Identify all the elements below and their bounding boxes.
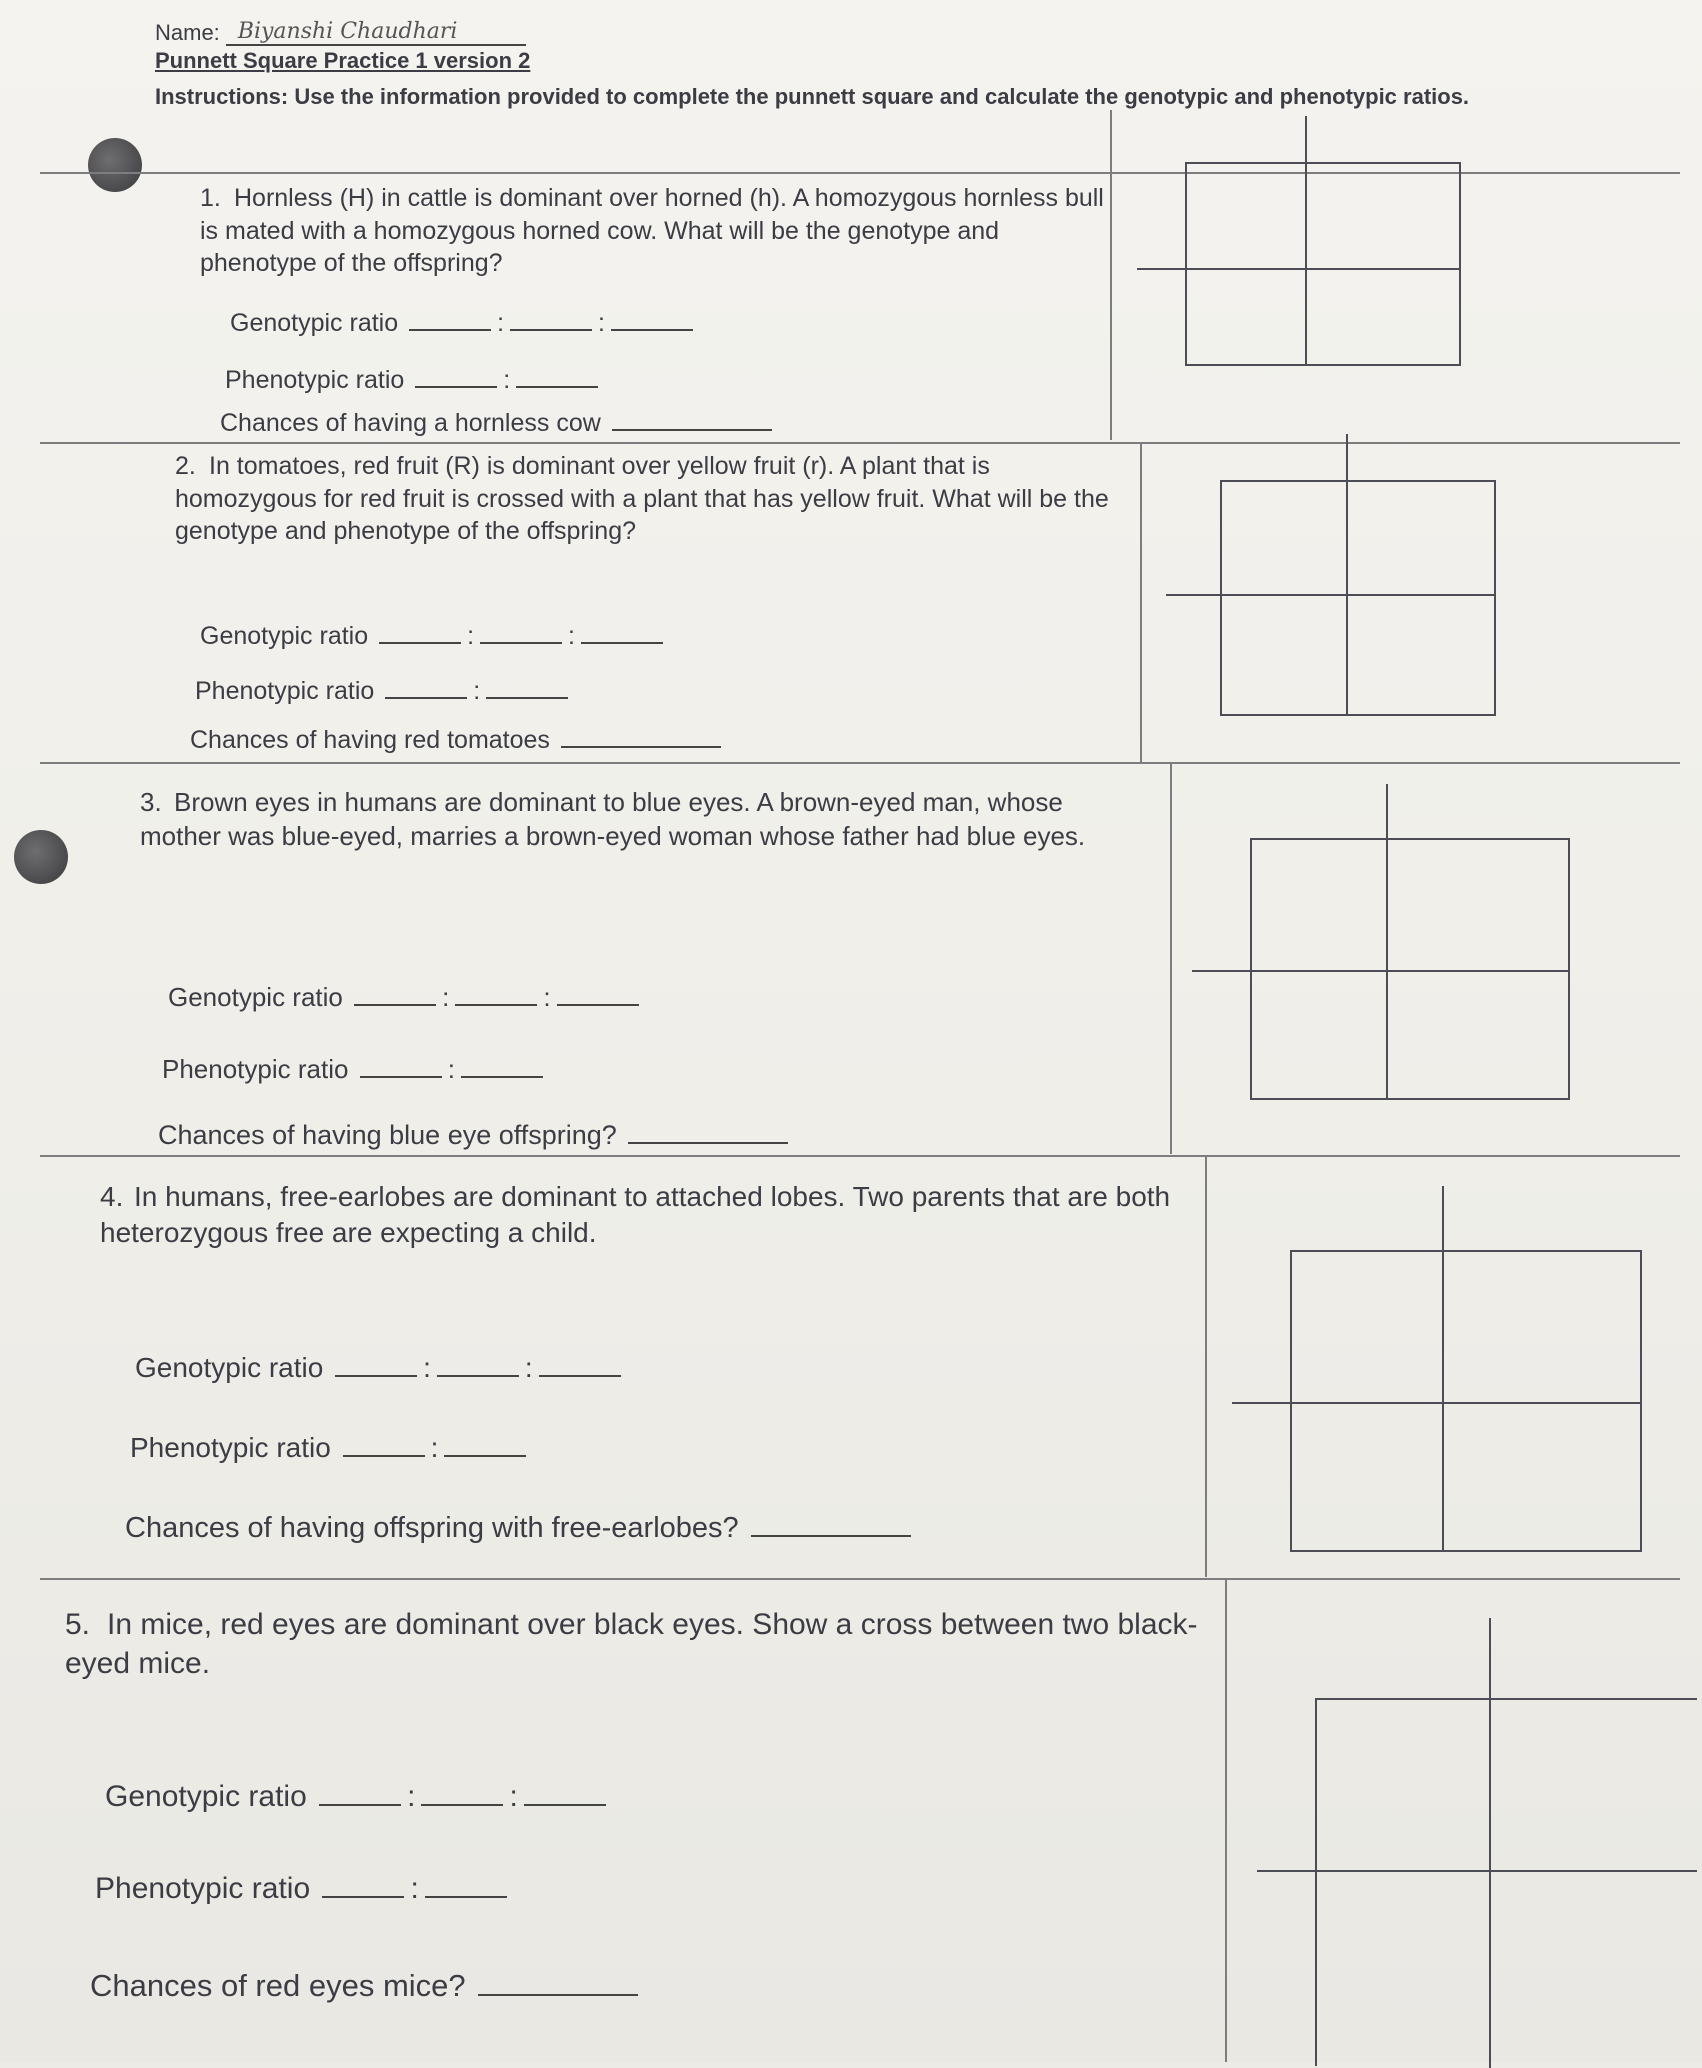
answer-blank[interactable] (379, 642, 461, 644)
phenotypic-ratio-row: Phenotypic ratio : (195, 677, 572, 706)
phenotypic-ratio-row: Phenotypic ratio : (130, 1432, 530, 1464)
answer-blank[interactable] (628, 1142, 788, 1144)
chance-label: Chances of having blue eye offspring? (158, 1120, 617, 1150)
genotypic-label: Genotypic ratio (168, 982, 343, 1012)
chance-label: Chances of red eyes mice? (90, 1968, 466, 2003)
answer-blank[interactable] (444, 1455, 526, 1457)
punnett-vertical-line (1489, 1618, 1491, 2068)
answer-blank[interactable] (461, 1076, 543, 1078)
answer-blank[interactable] (421, 1804, 503, 1806)
chance-row (125, 1512, 915, 1545)
column-divider (1225, 1578, 1227, 2062)
answer-blank[interactable] (524, 1804, 606, 1806)
answer-blank[interactable] (486, 697, 568, 699)
punnett-vertical-line (1386, 784, 1388, 1100)
answer-blank[interactable] (437, 1375, 519, 1377)
question-3-text (140, 786, 1140, 854)
answer-blank[interactable] (611, 329, 693, 331)
name-label: Name: (155, 20, 220, 45)
answer-blank[interactable] (480, 642, 562, 644)
genotypic-ratio-row: Genotypic ratio : : (135, 1352, 625, 1384)
punnett-square-2[interactable] (1220, 480, 1496, 716)
question-2-text (175, 450, 1135, 548)
punnett-square-5[interactable] (1315, 1698, 1697, 2066)
punnett-square-3[interactable] (1250, 838, 1570, 1100)
answer-blank[interactable] (385, 697, 467, 699)
punnett-square-1[interactable] (1185, 162, 1461, 366)
answer-blank[interactable] (343, 1455, 425, 1457)
worksheet-header (155, 18, 1655, 114)
question-1-text (200, 182, 1120, 280)
column-divider (1170, 762, 1172, 1154)
phenotypic-label: Phenotypic ratio (195, 677, 375, 705)
answer-blank[interactable] (581, 642, 663, 644)
phenotypic-label: Phenotypic ratio (162, 1054, 349, 1084)
chance-row (158, 1120, 792, 1151)
punnett-horizontal-line (1257, 1870, 1697, 1872)
answer-blank[interactable] (510, 329, 592, 331)
question-body: Brown eyes in humans are dominant to blue eyes. A brown-eyed man, whose mother was blue-eyed, marries a brown-eyed woman whose father had blue eyes. (140, 787, 1086, 851)
genotypic-ratio-row: Genotypic ratio : : (230, 309, 697, 338)
genotypic-ratio-row: Genotypic ratio : : (105, 1780, 610, 1814)
question-number: 2. (175, 452, 196, 480)
punnett-horizontal-line (1192, 970, 1570, 972)
chance-label: Chances of having red tomatoes (190, 726, 550, 754)
phenotypic-label: Phenotypic ratio (130, 1432, 331, 1463)
question-number: 1. (200, 184, 221, 212)
answer-blank[interactable] (751, 1535, 911, 1537)
genotypic-ratio-row: Genotypic ratio : : (168, 982, 643, 1013)
phenotypic-ratio-row: Phenotypic ratio : (95, 1872, 511, 1906)
punnett-horizontal-line (1232, 1402, 1642, 1404)
genotypic-label: Genotypic ratio (105, 1780, 307, 1813)
chance-row (190, 726, 725, 755)
worksheet-title: Punnett Square Practice 1 version 2 (155, 48, 531, 73)
chance-label: Chances of having a hornless cow (220, 409, 601, 437)
phenotypic-ratio-row: Phenotypic ratio : (225, 366, 602, 395)
punnett-vertical-line (1442, 1186, 1444, 1552)
punnett-vertical-line (1346, 434, 1348, 716)
answer-blank[interactable] (319, 1804, 401, 1806)
answer-blank[interactable] (478, 1994, 638, 1996)
chance-row (90, 1968, 642, 2004)
answer-blank[interactable] (561, 746, 721, 748)
question-body: In tomatoes, red fruit (R) is dominant over yellow fruit (r). A plant that is homozygous for red fruit is crossed with a plant that has yellow fruit. What will be the genotype and phenotype of the offspring? (175, 452, 1109, 545)
question-body: Hornless (H) in cattle is dominant over horned (h). A homozygous hornless bull is mated with a homozygous horned cow. What will be the genotype and phenotype of the offspring? (200, 184, 1104, 277)
answer-blank[interactable] (360, 1076, 442, 1078)
question-5-text (65, 1605, 1215, 1683)
question-body: In humans, free-earlobes are dominant to attached lobes. Two parents that are both heterozygous free are expecting a child. (100, 1181, 1171, 1249)
answer-blank[interactable] (409, 329, 491, 331)
column-divider (1205, 1155, 1207, 1577)
punnett-square-4[interactable] (1290, 1250, 1642, 1552)
question-number: 3. (140, 787, 162, 817)
chance-label: Chances of having offspring with free-earlobes? (125, 1512, 739, 1544)
genotypic-label: Genotypic ratio (200, 622, 369, 650)
answer-blank[interactable] (557, 1004, 639, 1006)
answer-blank[interactable] (425, 1896, 507, 1898)
punnett-horizontal-line (1137, 268, 1461, 270)
name-row (155, 18, 1655, 46)
phenotypic-ratio-row: Phenotypic ratio : (162, 1054, 547, 1085)
question-number: 4. (100, 1181, 124, 1212)
question-4-text (100, 1179, 1180, 1252)
answer-blank[interactable] (335, 1375, 417, 1377)
genotypic-ratio-row: Genotypic ratio : : (200, 622, 667, 651)
answer-blank[interactable] (612, 429, 772, 431)
column-divider (1110, 110, 1112, 440)
chance-row (220, 409, 776, 438)
answer-blank[interactable] (539, 1375, 621, 1377)
punnett-horizontal-line (1166, 594, 1496, 596)
question-number: 5. (65, 1608, 91, 1641)
punnett-vertical-line (1305, 116, 1307, 366)
genotypic-label: Genotypic ratio (135, 1352, 324, 1383)
answer-blank[interactable] (455, 1004, 537, 1006)
name-value: Biyanshi Chaudhari (237, 19, 458, 44)
answer-blank[interactable] (322, 1896, 404, 1898)
phenotypic-label: Phenotypic ratio (225, 366, 405, 394)
answer-blank[interactable] (516, 386, 598, 388)
genotypic-label: Genotypic ratio (230, 309, 399, 337)
name-field[interactable] (226, 18, 526, 46)
phenotypic-label: Phenotypic ratio (95, 1872, 311, 1905)
answer-blank[interactable] (354, 1004, 436, 1006)
answer-blank[interactable] (415, 386, 497, 388)
instructions-text: Instructions: Use the information provided to complete the punnett square and calculate the genotypic and phenotypic ratios. (155, 84, 1470, 109)
column-divider (1140, 442, 1142, 762)
question-body: In mice, red eyes are dominant over black eyes. Show a cross between two black-eyed mice. (65, 1608, 1198, 1680)
